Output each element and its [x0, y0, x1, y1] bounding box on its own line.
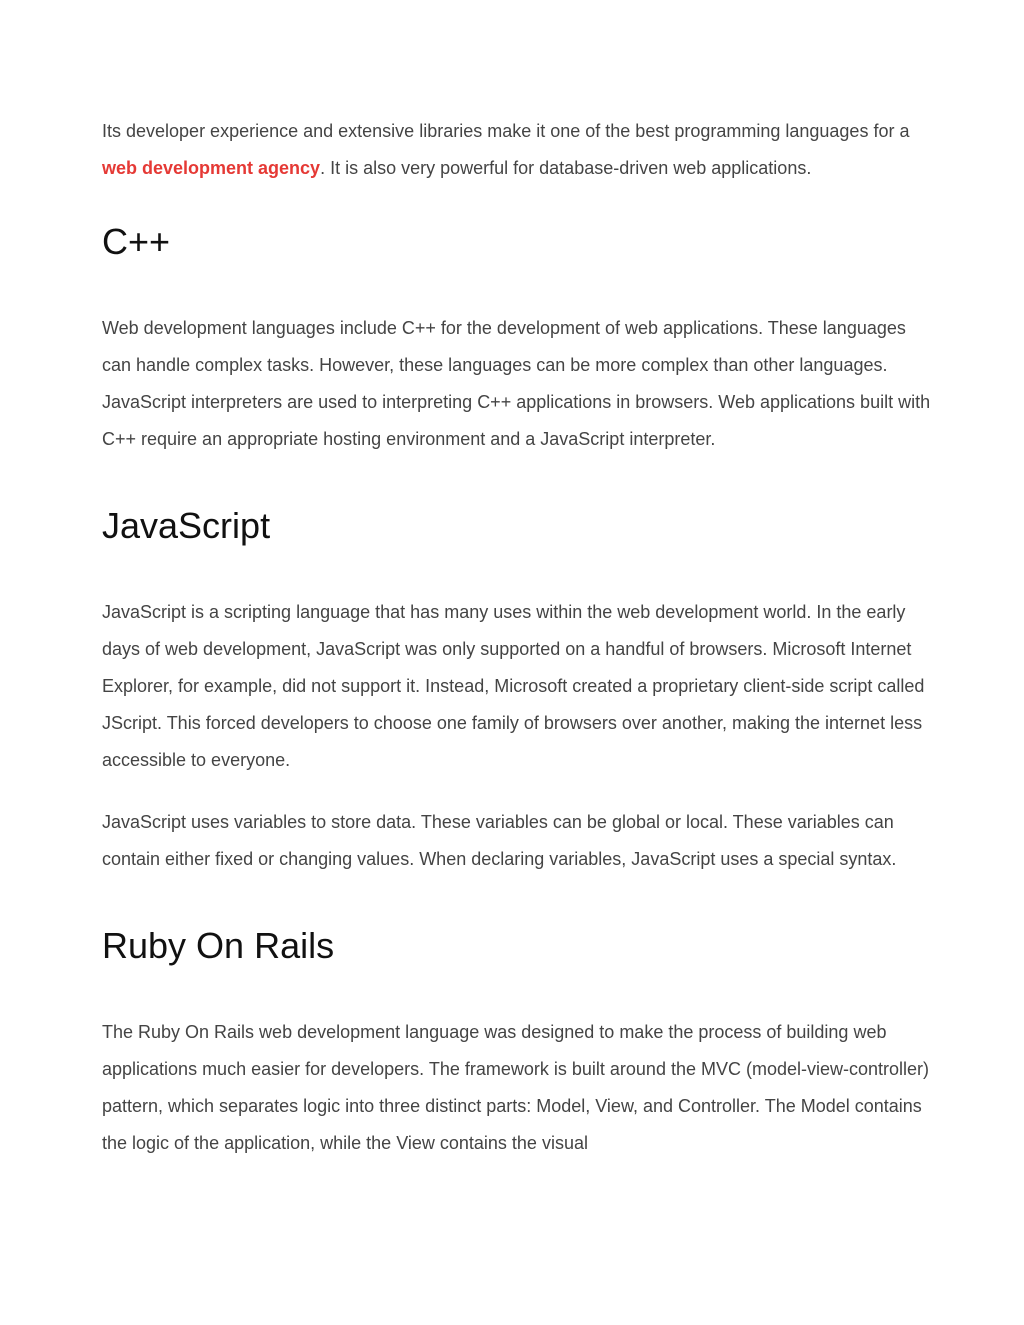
ruby-on-rails-paragraph: The Ruby On Rails web development language was designed to make the process of building web applications much easier for developers. The framework is built around the MVC (model-view-controller) pattern, which separates logic into three distinct parts: Model, View, and Controller. The Model contains the logic of the application, while the View contains the visual — [102, 1022, 930, 1153]
web-development-agency-link[interactable]: web development agency — [102, 158, 321, 178]
intro-text-after-link: . It is also very powerful for database-driven web applications. — [320, 158, 812, 178]
intro-paragraph — [102, 113, 932, 187]
javascript-paragraph-1: JavaScript is a scripting language that has many uses within the web development world. In the early days of web development, JavaScript was only supported on a handful of browsers. Microsoft Internet Explorer, for example, did not support it. Instead, Microsoft created a proprietary client-side script called JScript. This forced developers to choose one family of browsers over another, making the internet less accessible to everyone. — [102, 602, 925, 770]
section-heading-javascript: JavaScript — [102, 505, 271, 546]
cpp-paragraph: Web development languages include C++ for the development of web applications. These languages can handle complex tasks. However, these languages can be more complex than other languages. JavaScript interpreters are used to interpreting C++ applications in browsers. Web applications built with C++ require an appropriate hosting environment and a JavaScript interpreter. — [102, 318, 931, 449]
document-page — [102, 113, 932, 1162]
intro-text-before-link: Its developer experience and extensive libraries make it one of the best programming languages for a — [102, 121, 910, 141]
section-heading-cpp: C++ — [102, 221, 171, 262]
section-heading-ruby-on-rails: Ruby On Rails — [102, 925, 335, 966]
javascript-paragraph-2: JavaScript uses variables to store data. These variables can be global or local. These variables can contain either fixed or changing values. When declaring variables, JavaScript uses a special syntax. — [102, 812, 897, 869]
